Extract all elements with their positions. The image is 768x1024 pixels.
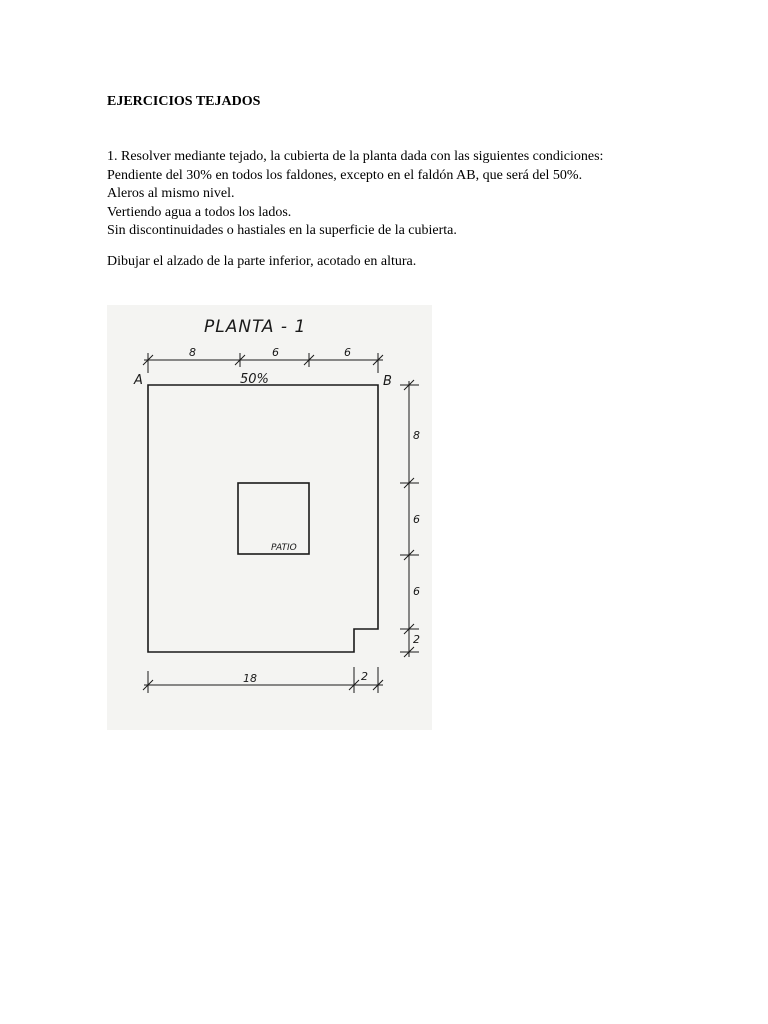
exercise-line: Sin discontinuidades o hastiales en la superficie de la cubierta.	[107, 223, 457, 238]
right-dimension-label: 6	[413, 585, 420, 598]
exercise-line: Vertiendo agua a todos los lados.	[107, 204, 292, 220]
exercise-line: 1. Resolver mediante tejado, la cubierta de la planta dada con las siguientes condiciones:	[107, 149, 604, 164]
building-outline	[148, 385, 378, 652]
drawing-title: PLANTA - 1	[204, 317, 307, 337]
top-dimension-label: 8	[189, 346, 196, 359]
floor-plan-figure	[107, 305, 432, 730]
top-dimension-label: 6	[272, 346, 279, 359]
bottom-dimension-label: 18	[243, 672, 257, 685]
exercise-line: Pendiente del 30% en todos los faldones, excepto en el faldón AB, que será del 50%.	[107, 167, 583, 183]
corner-a-label: A	[134, 373, 143, 388]
instruction-text: Dibujar el alzado de la parte inferior, acotado en altura.	[107, 254, 417, 269]
right-dimension-label: 6	[413, 513, 420, 526]
slope-ab-label: 50%	[240, 372, 269, 387]
bottom-dimension-label: 2	[361, 670, 368, 683]
document-title: EJERCICIOS TEJADOS	[107, 94, 261, 109]
right-dimension-label: 2	[413, 633, 420, 646]
exercise-statement	[107, 148, 603, 241]
patio-label: PATIO	[271, 543, 297, 553]
floor-plan-drawing	[107, 305, 432, 730]
top-dimension-label: 6	[344, 346, 351, 359]
right-dimension-label: 8	[413, 429, 420, 442]
exercise-line: Aleros al mismo nivel.	[107, 186, 235, 201]
corner-b-label: B	[383, 374, 392, 389]
